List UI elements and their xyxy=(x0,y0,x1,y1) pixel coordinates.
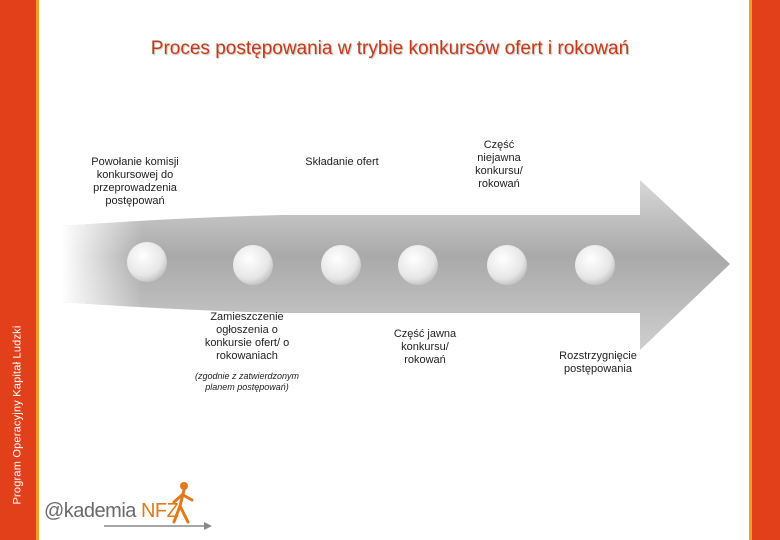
step-label-submission: Składanie ofert xyxy=(305,156,379,168)
step-label-resolution: Rozstrzygnięcie postępowania xyxy=(559,350,637,375)
step-dot xyxy=(321,245,361,285)
step-label-committee: Powołanie komisji konkursowej do przeprowadzenia postępowań xyxy=(91,156,179,207)
announcement-note: (zgodnie z zatwierdzonym planem postępowań) xyxy=(194,371,300,392)
step-dot xyxy=(575,245,615,285)
step-dot xyxy=(487,245,527,285)
program-name-vertical: Program Operacyjny Kapitał Ludzki xyxy=(11,325,24,505)
step-label-closed-part: Część niejawna konkursu/ rokowań xyxy=(475,139,523,190)
step-label-open-part: Część jawna konkursu/ rokowań xyxy=(393,328,457,366)
akademia-nfz-logo xyxy=(44,478,214,534)
page-title: Proces postępowania w trybie konkursów ofert i rokowań xyxy=(150,38,630,59)
step-dot xyxy=(127,242,167,282)
step-dot xyxy=(233,245,273,285)
step-dot xyxy=(398,245,438,285)
logo-text: @kademia NFZ xyxy=(44,500,179,522)
step-label-announcement xyxy=(192,311,302,393)
announcement-text: Zamieszczenie ogłoszenia o konkursie ofert/ o rokowaniach xyxy=(204,311,290,362)
